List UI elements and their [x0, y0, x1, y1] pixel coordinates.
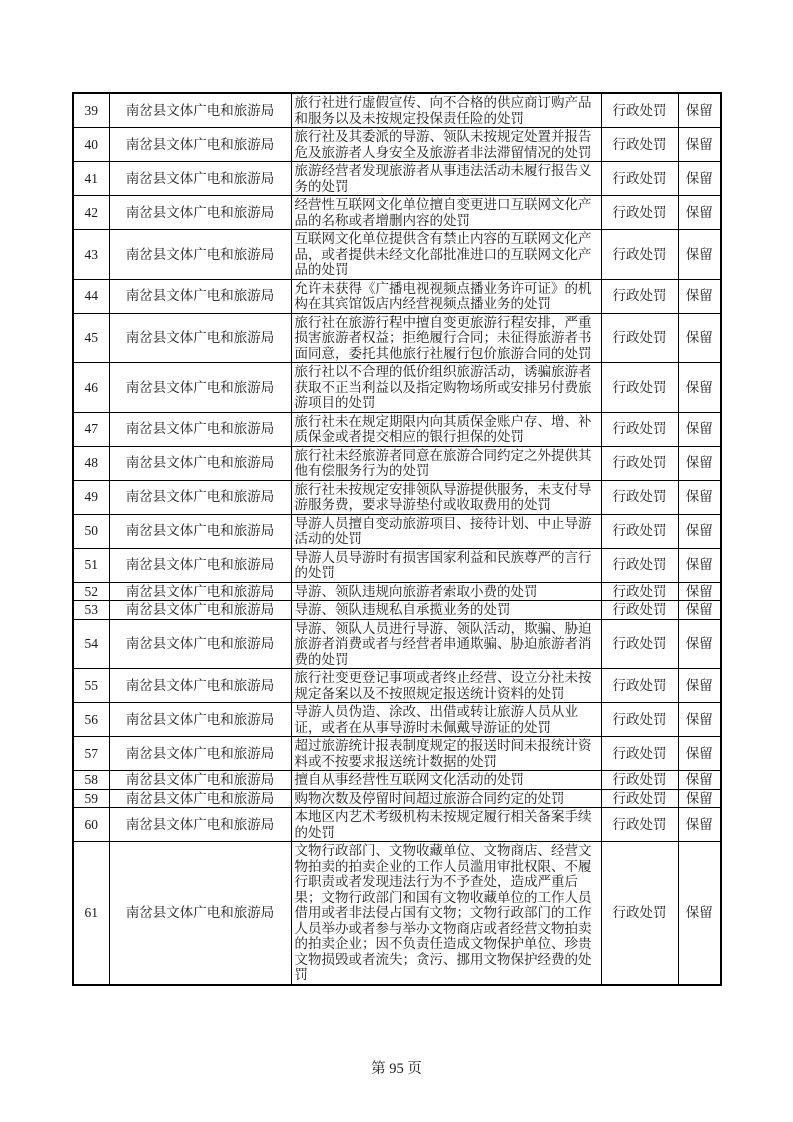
table-cell-status: 保留 [678, 842, 721, 985]
table-cell-status: 保留 [678, 601, 721, 620]
table-row [73, 808, 721, 842]
table-cell-department: 南岔县文体广电和旅游局 [109, 601, 291, 620]
table-cell-no: 45 [73, 313, 109, 363]
table-cell-department: 南岔县文体广电和旅游局 [109, 737, 291, 771]
table-cell-type: 行政处罚 [601, 514, 678, 548]
table-cell-type: 行政处罚 [601, 230, 678, 280]
table-cell-no: 42 [73, 196, 109, 230]
table-cell-type: 行政处罚 [601, 808, 678, 842]
table-cell-no: 49 [73, 480, 109, 514]
table-cell-type: 行政处罚 [601, 196, 678, 230]
table-row [73, 446, 721, 480]
table-row [73, 582, 721, 601]
page-number-footer: 第 95 页 [371, 1061, 422, 1077]
table-cell-department: 南岔县文体广电和旅游局 [109, 196, 291, 230]
table-cell-item: 导游、领队违规私自承揽业务的处罚 [291, 601, 601, 620]
table-cell-type: 行政处罚 [601, 619, 678, 669]
table-row [73, 162, 721, 196]
table-cell-type: 行政处罚 [601, 446, 678, 480]
table-cell-item: 旅行社未经旅游者同意在旅游合同约定之外提供其他有偿服务行为的处罚 [291, 446, 601, 480]
table-cell-item: 文物行政部门、文物收藏单位、文物商店、经营文物拍卖的拍卖企业的工作人员滥用审批权限、不履行职责或者发现违法行为不予查处，造成严重后果；文物行政部门和国有文物收藏单位的工作人员借用或者非法侵占国有文物；文物行政部门的工作人员举办或者参与举办文物商店或者经营文物拍卖的拍卖企业；因不负责任造成文物保护单位、珍贵文物损毁或者流失；贪污、挪用文物保护经费的处罚 [291, 842, 601, 985]
table-row [73, 771, 721, 790]
table-row [73, 619, 721, 669]
table-cell-no: 44 [73, 279, 109, 313]
table-cell-type: 行政处罚 [601, 93, 678, 128]
table-cell-department: 南岔县文体广电和旅游局 [109, 842, 291, 985]
table-cell-type: 行政处罚 [601, 162, 678, 196]
table-cell-type: 行政处罚 [601, 789, 678, 808]
table-cell-no: 47 [73, 412, 109, 446]
table-cell-department: 南岔县文体广电和旅游局 [109, 313, 291, 363]
table-cell-status: 保留 [678, 619, 721, 669]
table-cell-no: 50 [73, 514, 109, 548]
table-cell-item: 旅游经营者发现旅游者从事违法活动未履行报告义务的处罚 [291, 162, 601, 196]
table-cell-no: 61 [73, 842, 109, 985]
table-cell-item: 导游人员擅自变动旅游项目、接待计划、中止导游活动的处罚 [291, 514, 601, 548]
table-cell-department: 南岔县文体广电和旅游局 [109, 162, 291, 196]
table-cell-status: 保留 [678, 703, 721, 737]
table-cell-department: 南岔县文体广电和旅游局 [109, 128, 291, 162]
table-cell-type: 行政处罚 [601, 480, 678, 514]
table-cell-item: 超过旅游统计报表制度规定的报送时间未报统计资料或不按要求报送统计数据的处罚 [291, 737, 601, 771]
table-cell-no: 41 [73, 162, 109, 196]
table-cell-status: 保留 [678, 480, 721, 514]
table-cell-status: 保留 [678, 582, 721, 601]
table-body [73, 93, 721, 985]
table-cell-no: 51 [73, 548, 109, 582]
table-cell-item: 互联网文化单位提供含有禁止内容的互联网文化产品，或者提供未经文化部批准进口的互联网文化产品的处罚 [291, 230, 601, 280]
table-cell-status: 保留 [678, 162, 721, 196]
table-cell-no: 52 [73, 582, 109, 601]
table-cell-status: 保留 [678, 548, 721, 582]
table-cell-status: 保留 [678, 313, 721, 363]
table-row [73, 128, 721, 162]
table-cell-type: 行政处罚 [601, 737, 678, 771]
table-cell-no: 60 [73, 808, 109, 842]
table-row [73, 93, 721, 128]
table-cell-status: 保留 [678, 771, 721, 790]
table-cell-no: 54 [73, 619, 109, 669]
table-row [73, 548, 721, 582]
table-row [73, 230, 721, 280]
table-cell-type: 行政处罚 [601, 548, 678, 582]
table-cell-department: 南岔县文体广电和旅游局 [109, 93, 291, 128]
table-row [73, 703, 721, 737]
table-row [73, 789, 721, 808]
table-cell-status: 保留 [678, 412, 721, 446]
table-cell-type: 行政处罚 [601, 703, 678, 737]
table-cell-no: 59 [73, 789, 109, 808]
table-cell-status: 保留 [678, 808, 721, 842]
table-cell-department: 南岔县文体广电和旅游局 [109, 703, 291, 737]
table-cell-department: 南岔县文体广电和旅游局 [109, 446, 291, 480]
table-cell-no: 46 [73, 363, 109, 413]
table-cell-status: 保留 [678, 669, 721, 703]
table-cell-status: 保留 [678, 737, 721, 771]
table-cell-no: 57 [73, 737, 109, 771]
table-cell-no: 56 [73, 703, 109, 737]
table-cell-type: 行政处罚 [601, 363, 678, 413]
table-cell-no: 43 [73, 230, 109, 280]
table-cell-status: 保留 [678, 363, 721, 413]
table-cell-no: 53 [73, 601, 109, 620]
table-cell-item: 旅行社进行虚假宣传、向不合格的供应商订购产品和服务以及未按规定投保责任险的处罚 [291, 93, 601, 128]
table-cell-type: 行政处罚 [601, 279, 678, 313]
table-cell-item: 经营性互联网文化单位擅自变更进口互联网文化产品的名称或者增删内容的处罚 [291, 196, 601, 230]
table-cell-type: 行政处罚 [601, 842, 678, 985]
table-cell-department: 南岔县文体广电和旅游局 [109, 514, 291, 548]
table-cell-type: 行政处罚 [601, 669, 678, 703]
table-row [73, 363, 721, 413]
table-cell-department: 南岔县文体广电和旅游局 [109, 808, 291, 842]
table-cell-item: 导游、领队人员进行导游、领队活动，欺骗、胁迫旅游者消费或者与经营者串通欺骗、胁迫旅游者消费的处罚 [291, 619, 601, 669]
table-cell-no: 39 [73, 93, 109, 128]
table-cell-department: 南岔县文体广电和旅游局 [109, 669, 291, 703]
table-cell-department: 南岔县文体广电和旅游局 [109, 412, 291, 446]
table-cell-department: 南岔县文体广电和旅游局 [109, 771, 291, 790]
table-cell-department: 南岔县文体广电和旅游局 [109, 279, 291, 313]
table-row [73, 480, 721, 514]
table-cell-status: 保留 [678, 230, 721, 280]
table-cell-no: 58 [73, 771, 109, 790]
table-row [73, 196, 721, 230]
table-cell-no: 48 [73, 446, 109, 480]
table-cell-department: 南岔县文体广电和旅游局 [109, 582, 291, 601]
table-cell-type: 行政处罚 [601, 771, 678, 790]
table-cell-status: 保留 [678, 279, 721, 313]
table-cell-item: 旅行社未按规定安排领队导游提供服务，未支付导游服务费，要求导游垫付或收取费用的处罚 [291, 480, 601, 514]
penalty-items-table [72, 92, 722, 986]
table-row [73, 313, 721, 363]
table-cell-type: 行政处罚 [601, 601, 678, 620]
table-cell-status: 保留 [678, 196, 721, 230]
table-cell-item: 旅行社未在规定期限内向其质保金账户存、增、补质保金或者提交相应的银行担保的处罚 [291, 412, 601, 446]
table-row [73, 412, 721, 446]
table-cell-type: 行政处罚 [601, 128, 678, 162]
table-cell-type: 行政处罚 [601, 313, 678, 363]
table-row [73, 737, 721, 771]
table-cell-type: 行政处罚 [601, 412, 678, 446]
table-cell-item: 导游人员导游时有损害国家利益和民族尊严的言行的处罚 [291, 548, 601, 582]
table-row [73, 669, 721, 703]
table-cell-item: 旅行社以不合理的低价组织旅游活动，诱骗旅游者获取不正当利益以及指定购物场所或安排另付费旅游项目的处罚 [291, 363, 601, 413]
table-cell-status: 保留 [678, 93, 721, 128]
table-cell-status: 保留 [678, 128, 721, 162]
table-cell-item: 擅自从事经营性互联网文化活动的处罚 [291, 771, 601, 790]
table-cell-department: 南岔县文体广电和旅游局 [109, 230, 291, 280]
table-cell-item: 导游、领队违规向旅游者索取小费的处罚 [291, 582, 601, 601]
table-cell-department: 南岔县文体广电和旅游局 [109, 363, 291, 413]
table-cell-item: 旅行社变更登记事项或者终止经营、设立分社未按规定备案以及不按照规定报送统计资料的处罚 [291, 669, 601, 703]
table-cell-department: 南岔县文体广电和旅游局 [109, 619, 291, 669]
table-cell-item: 旅行社及其委派的导游、领队未按规定处置并报告危及旅游者人身安全及旅游者非法滞留情况的处罚 [291, 128, 601, 162]
table-cell-department: 南岔县文体广电和旅游局 [109, 789, 291, 808]
table-row [73, 601, 721, 620]
table-cell-item: 本地区内艺术考级机构未按规定履行相关备案手续的处罚 [291, 808, 601, 842]
table-cell-item: 购物次数及停留时间超过旅游合同约定的处罚 [291, 789, 601, 808]
table-cell-department: 南岔县文体广电和旅游局 [109, 548, 291, 582]
table-cell-status: 保留 [678, 789, 721, 808]
table-row [73, 514, 721, 548]
table-cell-no: 40 [73, 128, 109, 162]
table-cell-item: 旅行社在旅游行程中擅自变更旅游行程安排，严重损害旅游者权益；拒绝履行合同；未征得旅游者书面同意，委托其他旅行社履行包价旅游合同的处罚 [291, 313, 601, 363]
table-cell-no: 55 [73, 669, 109, 703]
table-cell-status: 保留 [678, 446, 721, 480]
table-cell-item: 允许未获得《广播电视视频点播业务许可证》的机构在其宾馆饭店内经营视频点播业务的处罚 [291, 279, 601, 313]
table-row [73, 842, 721, 985]
table-cell-item: 导游人员伪造、涂改、出借或转让旅游人员从业证，或者在从事导游时未佩戴导游证的处罚 [291, 703, 601, 737]
table-row [73, 279, 721, 313]
table-cell-type: 行政处罚 [601, 582, 678, 601]
table-cell-status: 保留 [678, 514, 721, 548]
table-cell-department: 南岔县文体广电和旅游局 [109, 480, 291, 514]
